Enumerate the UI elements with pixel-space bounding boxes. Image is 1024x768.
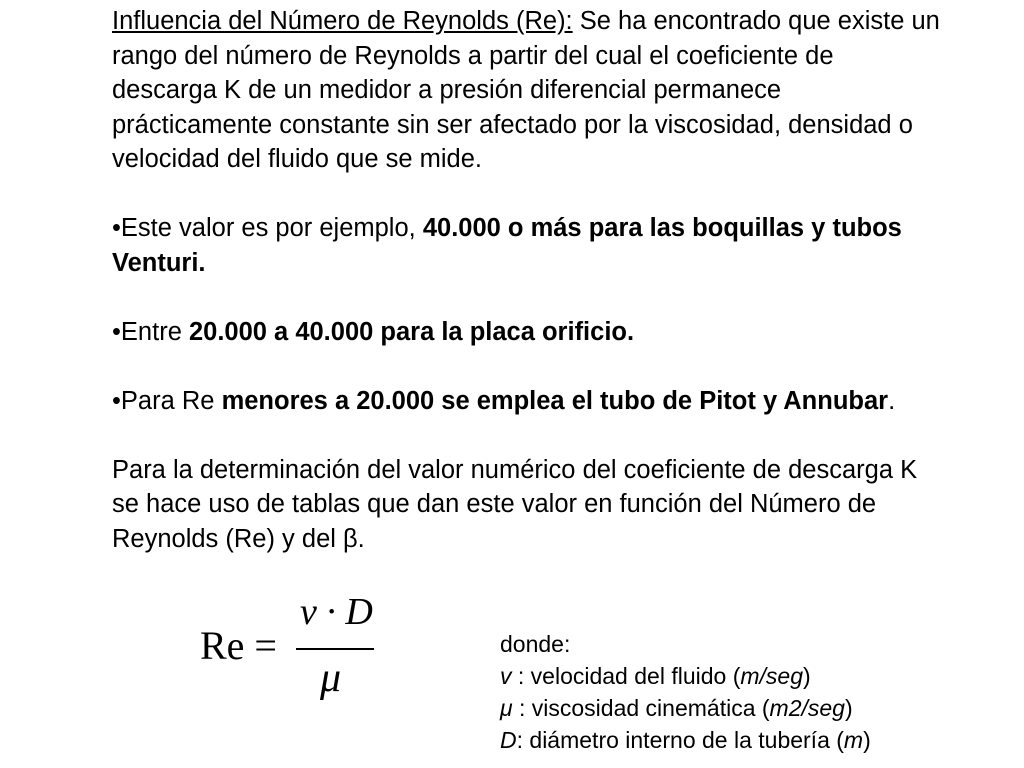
formula-denominator: μ <box>320 655 342 701</box>
legend-close: ) <box>844 695 853 721</box>
spacer <box>112 177 942 212</box>
bullet-bold: 40.000 o más para las boquillas y tubos Venturi. <box>112 214 902 277</box>
legend-close: ) <box>863 727 871 753</box>
intro-heading: Influencia del Número de Reynolds (Re): <box>112 7 573 35</box>
legend-symbol: μ <box>500 695 513 721</box>
legend-velocity <box>500 660 1000 692</box>
legend-unit: m2/seg <box>769 695 845 721</box>
legend-diameter <box>500 724 1000 756</box>
legend-symbol: v <box>500 663 512 689</box>
legend-unit: m/seg <box>740 663 803 689</box>
bullet-prefix: •Para Re <box>112 386 222 415</box>
bullet-suffix: . <box>888 386 896 415</box>
bullet-prefix: •Este valor es por ejemplo, <box>112 214 423 242</box>
formula-numerator: v · D <box>300 591 373 633</box>
legend-text: : viscosidad cinemática ( <box>512 695 770 721</box>
variable-legend <box>500 628 1000 756</box>
bullet-bold: 20.000 a 40.000 para la placa orificio. <box>188 317 635 346</box>
legend-viscosity <box>500 692 1000 724</box>
body-text <box>112 4 942 556</box>
legend-text: : velocidad del fluido ( <box>511 663 741 689</box>
bullet-prefix: •Entre <box>112 317 189 346</box>
legend-unit: m <box>843 727 864 753</box>
formula-lhs: Re = <box>200 623 277 668</box>
closing-paragraph: Para la determinación del valor numérico del coeficiente de descarga K se hace uso de tablas que dan este valor en función del Número de Reynolds (Re) y del β. <box>112 455 918 553</box>
intro-paragraph <box>112 4 942 177</box>
reynolds-formula <box>200 590 400 720</box>
spacer <box>112 418 942 453</box>
bullet-bold: menores a 20.000 se emplea el tubo de Pitot y Annubar <box>221 386 889 415</box>
fraction-bar <box>296 648 374 650</box>
bullet-placa <box>112 315 942 350</box>
intro-text: Se ha encontrado que existe un rango del número de Reynolds a partir del cual el coeficiente de descarga K de un medidor a presión diferencial permanece prácticamente constante sin ser afectado por la viscosidad, densidad o velocidad del fluido que se mide. <box>112 7 940 173</box>
bullet-boquillas <box>112 211 942 280</box>
spacer <box>112 280 942 315</box>
legend-title: donde: <box>500 631 571 657</box>
legend-close: ) <box>803 663 811 689</box>
legend-symbol: D <box>500 727 517 753</box>
legend-text: : diámetro interno de la tubería ( <box>516 727 844 753</box>
bullet-pitot <box>112 384 942 419</box>
spacer <box>112 349 942 384</box>
